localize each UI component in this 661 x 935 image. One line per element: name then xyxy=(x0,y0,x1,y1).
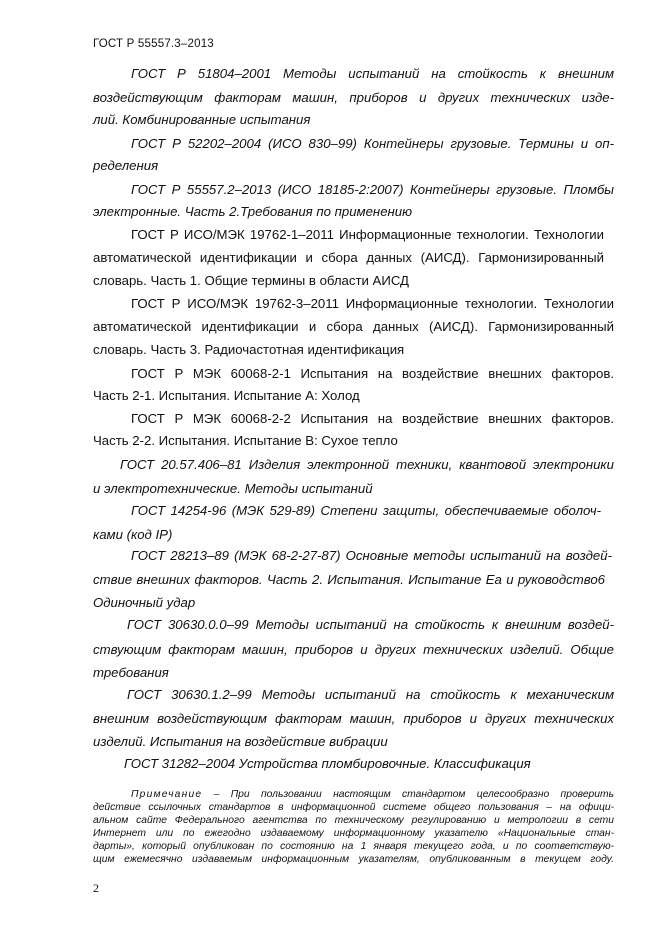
reference-line: требования xyxy=(93,665,169,680)
note-text: – При пользовании настоящим стандартом целесообразно проверить xyxy=(202,789,614,800)
reference-line: изделий. Испытания на воздействие вибрации xyxy=(93,734,388,749)
reference-line: воздействующим факторам машин, приборов и других технических изде- xyxy=(93,90,614,105)
document-header: ГОСТ Р 55557.3–2013 xyxy=(93,38,214,50)
reference-line: ГОСТ Р ИСО/МЭК 19762-3–2011 Информационные технологии. Технологии xyxy=(131,296,614,311)
reference-line: Часть 2-1. Испытания. Испытание А: Холод xyxy=(93,388,360,403)
reference-line: ГОСТ 30630.0.0–99 Методы испытаний на стойкость к внешним воздей- xyxy=(127,617,614,632)
reference-line: словарь. Часть 3. Радиочастотная идентификация xyxy=(93,342,405,357)
reference-line: ГОСТ Р МЭК 60068-2-1 Испытания на воздействие внешних факторов. xyxy=(131,366,614,381)
note-line: щим ежемесячно издаваемым информационным указателям, опубликованным в текущем году. xyxy=(93,854,614,865)
note-line: Интернет или по ежегодно издаваемому информационному указателю «Национальные стан- xyxy=(93,828,614,839)
reference-line: ГОСТ 28213–89 (МЭК 68-2-27-87) Основные методы испытаний на воздей- xyxy=(131,548,612,563)
reference-line: ГОСТ Р 51804–2001 Методы испытаний на стойкость к внешним xyxy=(131,66,614,81)
reference-line: словарь. Часть 1. Общие термины в области АИСД xyxy=(93,273,409,288)
reference-line: лий. Комбинированные испытания xyxy=(93,112,311,127)
page-number: 2 xyxy=(93,881,99,895)
reference-line: ГОСТ Р МЭК 60068-2-2 Испытания на воздействие внешних факторов. xyxy=(131,411,614,426)
reference-line: ствующим факторам машин, приборов и других технических изделий. Общие xyxy=(93,642,614,657)
reference-line: ствие внешних факторов. Часть 2. Испытания. Испытание Еа и руководство6 xyxy=(93,572,605,587)
note-line xyxy=(131,789,614,801)
reference-line: электронные. Часть 2.Требования по применению xyxy=(93,204,413,219)
reference-line: ГОСТ 30630.1.2–99 Методы испытаний на стойкость к механическим xyxy=(127,687,614,702)
reference-line: автоматической идентификации и сбора данных (АИСД). Гармонизированный xyxy=(93,319,614,334)
reference-line: ГОСТ 20.57.406–81 Изделия электронной техники, квантовой электроники xyxy=(120,457,614,472)
reference-line: и электротехнические. Методы испытаний xyxy=(93,481,373,496)
reference-line: ГОСТ Р 52202–2004 (ИСО 830–99) Контейнеры грузовые. Термины и оп- xyxy=(131,136,614,151)
reference-line: Одиночный удар xyxy=(93,595,196,610)
reference-line: ГОСТ Р ИСО/МЭК 19762-1–2011 Информационные технологии. Технологии xyxy=(131,227,604,242)
reference-line: ределения xyxy=(93,158,159,173)
reference-line: внешним воздействующим факторам машин, приборов и других технических xyxy=(93,711,614,726)
note-line: альном сайте Федерального агентства по техническому регулированию и метрологии в сети xyxy=(93,815,614,826)
reference-line: ГОСТ 31282–2004 Устройства пломбировочные. Классификация xyxy=(124,756,531,771)
reference-line: Часть 2-2. Испытания. Испытание В: Сухое тепло xyxy=(93,433,398,448)
note-line: дарты», который опубликован по состоянию на 1 января текущего года, и по соответствую- xyxy=(93,841,614,852)
reference-line: ГОСТ 14254-96 (МЭК 529-89) Степени защиты, обеспечиваемые оболоч- xyxy=(131,503,601,518)
reference-line: ками (код IP) xyxy=(93,527,173,542)
note-label: Примечание xyxy=(131,789,203,800)
reference-line: ГОСТ Р 55557.2–2013 (ИСО 18185-2:2007) Контейнеры грузовые. Пломбы xyxy=(131,182,614,197)
reference-line: автоматической идентификации и сбора данных (АИСД). Гармонизированный xyxy=(93,250,604,265)
note-line: действие ссылочных стандартов в информационной системе общего пользования – на офици- xyxy=(93,802,614,813)
